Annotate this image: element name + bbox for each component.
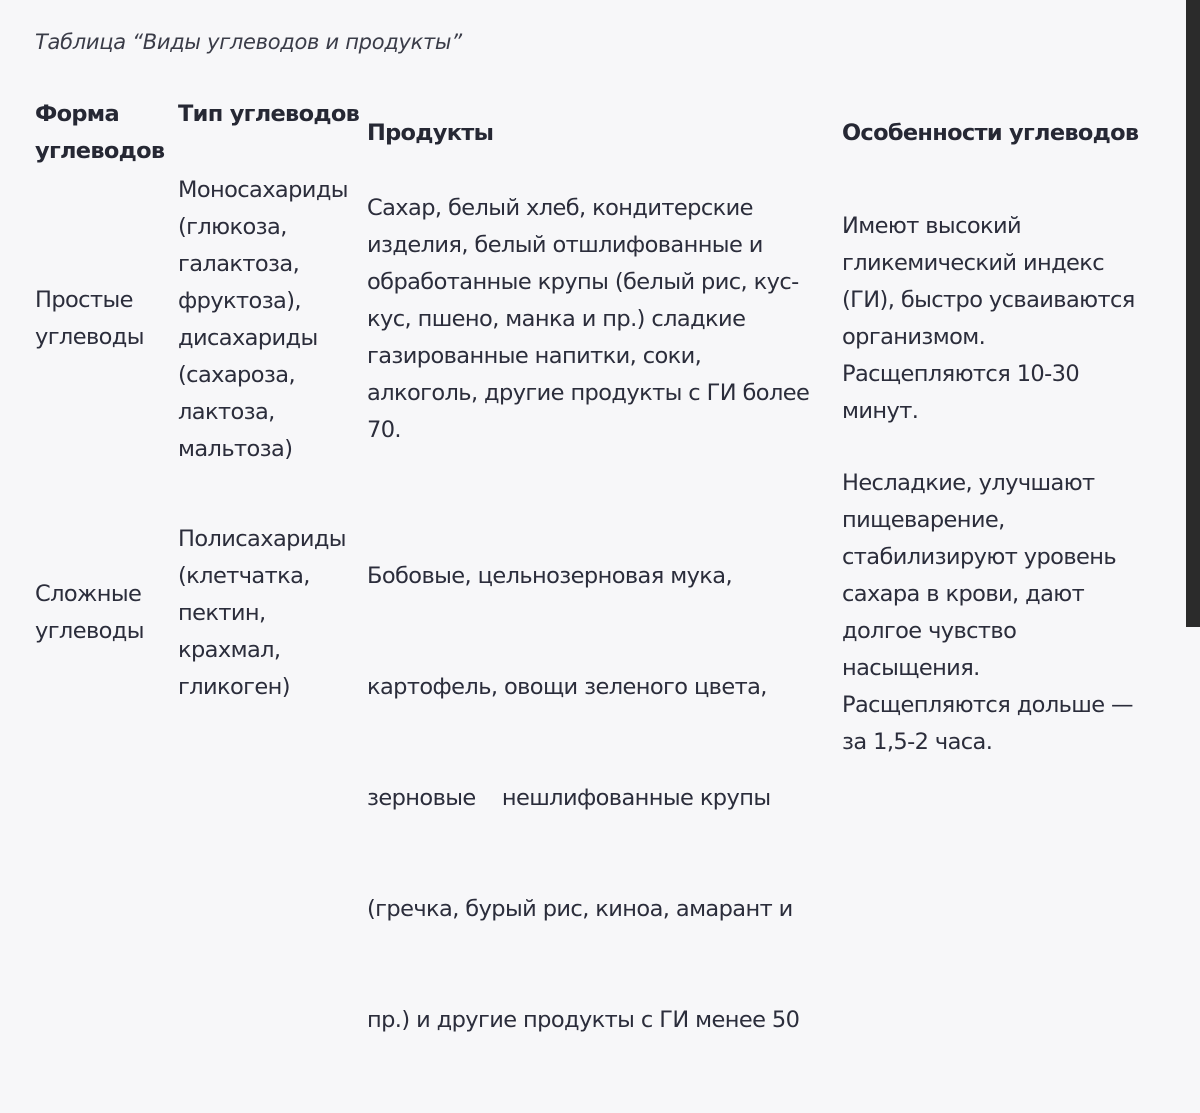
cell-line: газированные напитки, соки, xyxy=(367,343,702,369)
table-row-complex-products xyxy=(367,484,799,1113)
header-form-line2: углеводов xyxy=(35,138,165,164)
cell-line: углеводы xyxy=(35,324,144,350)
cell-line: (клетчатка, xyxy=(178,563,310,589)
header-features: Особенности углеводов xyxy=(842,120,1139,146)
cell-line: Моносахариды xyxy=(178,177,348,203)
header-form xyxy=(35,96,164,170)
cell-line: Полисахариды xyxy=(178,526,346,552)
table-row-complex-form xyxy=(35,576,144,650)
table-caption: Таблица “Виды углеводов и продукты” xyxy=(35,30,462,54)
table-row-simple-features xyxy=(842,208,1135,430)
header-type: Тип углеводов xyxy=(178,101,360,127)
cell-line: стабилизируют уровень xyxy=(842,544,1116,570)
cell-line: Бобовые, цельнозерновая мука, xyxy=(367,563,733,589)
cell-line: (сахароза, xyxy=(178,362,295,388)
cell-line: крахмал, xyxy=(178,637,281,663)
cell-line: алкоголь, другие продукты с ГИ более xyxy=(367,380,810,406)
cell-line: картофель, овощи зеленого цвета, xyxy=(367,674,767,700)
cell-line: мальтоза) xyxy=(178,436,293,462)
cell-line: Сахар, белый хлеб, кондитерские xyxy=(367,195,753,221)
cell-line: зерновые нешлифованные крупы xyxy=(367,785,771,811)
cell-line: фруктоза), xyxy=(178,288,301,314)
table-row-complex-type xyxy=(178,521,346,706)
cell-line: (ГИ), быстро усваиваются xyxy=(842,287,1135,313)
scrollbar-edge[interactable] xyxy=(1186,0,1200,627)
table-row-simple-products xyxy=(367,190,809,449)
cell-line: кус, пшено, манка и пр.) сладкие xyxy=(367,306,746,332)
cell-line: Имеют высокий xyxy=(842,213,1022,239)
cell-line: долгое чувство xyxy=(842,618,1017,644)
cell-line: изделия, белый отшлифованные и xyxy=(367,232,763,258)
cell-line: галактоза, xyxy=(178,251,300,277)
cell-line: (глюкоза, xyxy=(178,214,287,240)
cell-line: сахара в крови, дают xyxy=(842,581,1085,607)
cell-line: Сложные xyxy=(35,581,142,607)
cell-line: гликемический индекс xyxy=(842,250,1105,276)
cell-line: Расщепляются 10-30 xyxy=(842,361,1080,387)
cell-line: пищеварение, xyxy=(842,507,1005,533)
cell-line: дисахариды xyxy=(178,325,318,351)
cell-line: пектин, xyxy=(178,600,266,626)
cell-line: углеводы xyxy=(35,618,144,644)
cell-line: обработанные крупы (белый рис, кус- xyxy=(367,269,799,295)
cell-line: за 1,5-2 часа. xyxy=(842,729,993,755)
header-form-line1: Форма xyxy=(35,101,119,127)
cell-line: Несладкие, улучшают xyxy=(842,470,1095,496)
cell-line: Простые xyxy=(35,287,133,313)
cell-line: (гречка, бурый рис, киноа, амарант и xyxy=(367,896,793,922)
cell-line: организмом. xyxy=(842,324,986,350)
cell-line: пр.) и другие продукты с ГИ менее 50 xyxy=(367,1007,800,1033)
header-products: Продукты xyxy=(367,120,494,146)
cell-line: Расщепляются дольше — xyxy=(842,692,1133,718)
cell-line: минут. xyxy=(842,398,919,424)
table-row-simple-type xyxy=(178,172,348,468)
cell-line: насыщения. xyxy=(842,655,980,681)
table-row-complex-features xyxy=(842,465,1133,761)
cell-line: лактоза, xyxy=(178,399,275,425)
cell-line: гликоген) xyxy=(178,674,290,700)
table-row-simple-form xyxy=(35,282,144,356)
cell-line: 70. xyxy=(367,417,401,443)
